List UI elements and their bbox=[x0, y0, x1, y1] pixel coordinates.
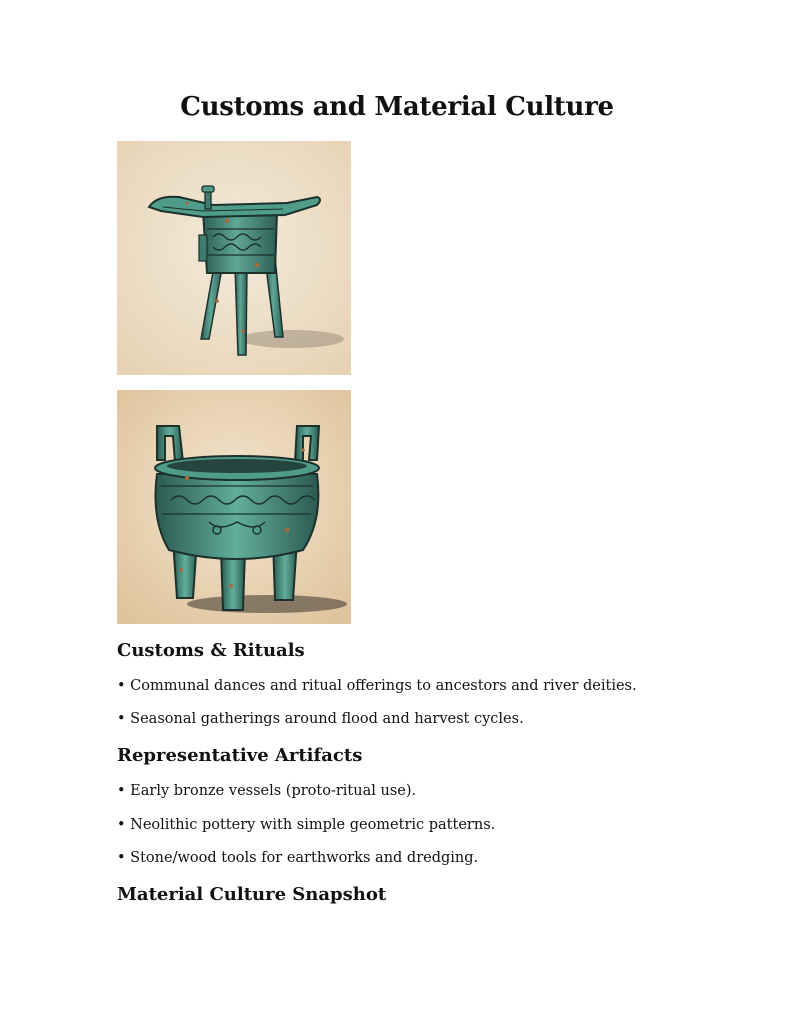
section-heading-customs: Customs & Rituals bbox=[117, 640, 305, 661]
list-item: • Stone/wood tools for earthworks and dredging. bbox=[117, 850, 479, 866]
list-item: • Seasonal gatherings around flood and harvest cycles. bbox=[117, 711, 524, 727]
bronze-jue-vessel-image bbox=[117, 141, 351, 375]
list-item: • Neolithic pottery with simple geometric patterns. bbox=[117, 817, 496, 833]
section-heading-artifacts: Representative Artifacts bbox=[117, 745, 363, 766]
section-heading-material-culture: Material Culture Snapshot bbox=[117, 884, 387, 905]
bronze-ding-cauldron-image bbox=[117, 390, 351, 624]
list-item: • Early bronze vessels (proto-ritual use). bbox=[117, 783, 417, 799]
list-item: • Communal dances and ritual offerings to ancestors and river deities. bbox=[117, 678, 637, 694]
page-title: Customs and Material Culture bbox=[180, 92, 614, 122]
